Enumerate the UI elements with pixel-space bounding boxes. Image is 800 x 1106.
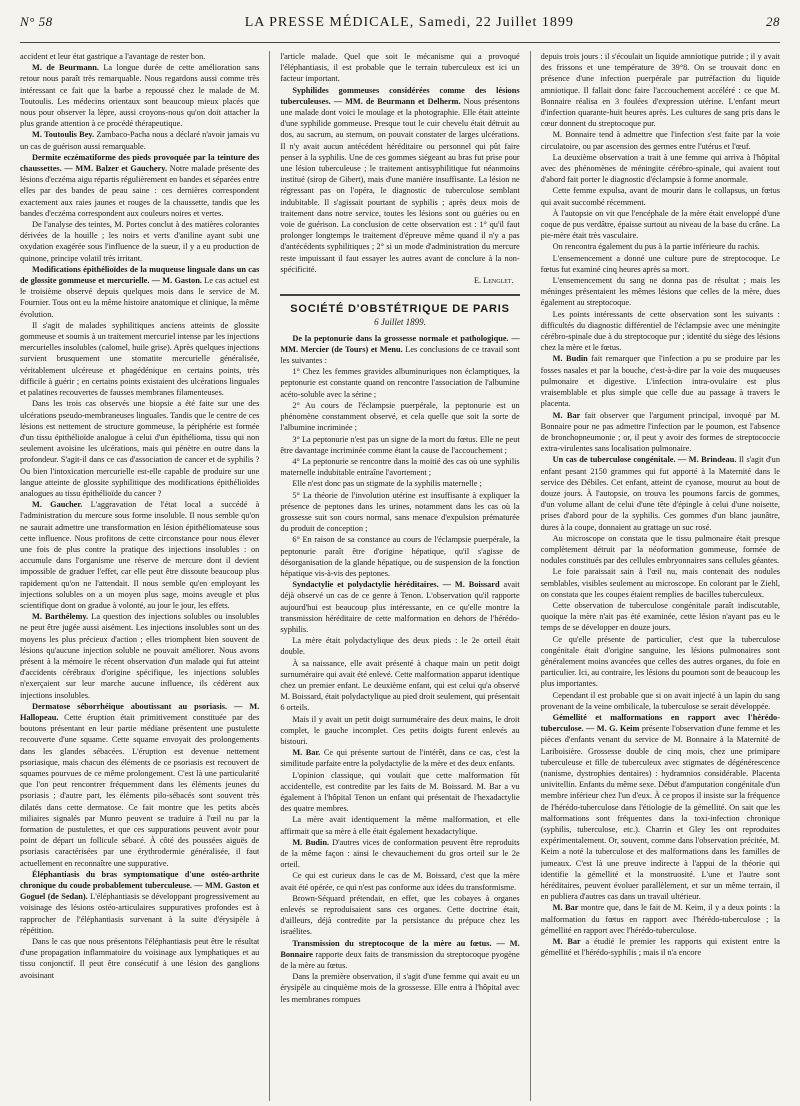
paragraph-text: 4° La peptonurie se rencontre dans la moitié des cas où une syphilis maternelle indubitable entraîne l'avortement ; [280,456,520,478]
speaker-name: — M. Boissard [438,580,500,590]
paragraph [541,454,780,532]
paragraph-text: Brown-Séquard prétendait, en effet, que les cobayes à organes enlevés se reproduisaient sans ces organes. Cette doctrine était, d'ailleurs, déjà contredite par la persistance du prépuce chez les israélites. [280,893,520,937]
paragraph-text: La question des injections solubles ou insolubles ne peut être jugée aussi aisément. Les injections insolubles sont un des moyens les plus précieux d'action ; elles triomphent bien souvent de lésions qu'aucune injection soluble ne pouvait améliorer. Nous avons présent à la mémoire le récent observation d'un malade qui fut atteint d'accidents cérébraux d'origine spécifique, les injections solubles n'exerçaient sur leur marche aucune influence, ils cédèrent aux injections insolubles. [20,612,260,700]
paragraph [280,658,519,714]
paragraph [541,634,780,690]
paragraph [20,320,259,398]
paragraph [280,579,519,635]
paragraph-text: Zambaco-Pacha nous a déclaré n'avoir jamais vu un cas de guérison aussi remarquable. [20,130,260,151]
paragraph-text: rapporte deux faits de transmission du streptocoque pyogène de la mère au fœtus. [280,949,520,971]
speaker-name: — M. Gaston. [149,276,202,286]
paragraph-text: montre que, dans le fait de M. Keim, il y a deux points : la malformation du fœtus en rapport avec l'hérédo-tuberculose ; la gémellité en rapport avec l'hérédo-tuberculose. [540,903,780,935]
issue-number: N° 58 [20,14,53,29]
paragraph-text: La deuxième observation a trait à une femme qui arriva à l'hôpital avec des phénomènes de méningite cérébro-spinale, qui avaient tout d'abord fait porter le diagnostic d'éclampsie à forme anormale. [540,152,780,185]
page-header [20,0,780,43]
paragraph [280,814,519,836]
masthead-title: LA PRESSE MÉDICALE, Samedi, 22 Juillet 1899 [244,15,574,30]
paragraph-text: L'opinion classique, qui voulait que cette malformation fût accidentelle, est contredite par les faits de M. Boissard. M. Bar a vu également à l'hôpital Tenon un enfant qui présentait de l'hexadactylie des quatre membres. [280,770,520,814]
speaker-name: — MM. Gaston et Goguel (de Sedan). [20,881,260,902]
paragraph [20,701,259,869]
paragraph-text: présente l'observation d'une femme et les pièces d'enfants venant du service de M. Bonnaire à la Maternité de Lariboisière. Grossesse double de cinq mois, chez une primipare tuberculeuse et fille de tuberculeux avec stigmates de dégénérescence (nanisme, dystrophies dentaires) : hydramnios considérable. Placenta univitellin. Enfants du même sexe. Début d'amputation congénitale d'un membre inférieur chez l'un d'eux. À ce propos il insiste sur la fréquence de l'hérédo-tuberculose dans l'étiologie de la gémellité. On sait que les malformations sont fréquentes dans la toxi-infection chronique (syphilis, tuberculose, etc.). Charrin et Gley les ont reproduites expérimentalement. Or, souvent, comme dans l'observation précitée, M. Keim a noté la tuberculose et des malformations dans les familles de jumeaux. C'est là une preuve indirecte à l'appui de la théorie qui identifie la gémellité et la monstruosité. L'une et l'autre sont héréditaires, peuvent évoluer parallèlement, et sur un même terrain, il en publiera d'autres cas dans un travail ultérieur. [540,724,780,902]
paragraph-text: On rencontra également du pus à la partie inférieure du rachis. [552,242,760,252]
paragraph-text: De l'analyse des teintes, M. Portes conclut à des matières colorantes dérivées de la houille ; les noirs et verts d'aniline ayant subi une oxydation exagérée sous l'influence de la sueur, il y a eu production de quinone, principe volatil très irritant. [20,220,260,263]
paragraph-text: À sa naissance, elle avait présenté à chaque main un petit doigt surnuméraire qui avait été enlevé. Cette malformation apparut identique chez un premier enfant. Le deuxième enfant, qui est celui qu'a observé M. Boissard, était polydactylique au pied droit seulement, qui présentait 6 orteils. [280,658,520,713]
paragraph-text: M. Bonnaire tend à admettre que l'infection s'est faite par la voie circulatoire, ou par ascension des germes entre l'utérus et l'œuf. [540,130,780,151]
speaker-name: M. Bar [552,937,581,947]
paragraph [280,51,519,85]
paragraph-text: a étudié le premier les rapports qui existent entre la gémellité et l'hérédo-syphilis ; mais il n'a encore [540,937,780,958]
paragraph [280,870,519,892]
paragraph [20,129,259,151]
section-heading: Éléphantiasis du bras symptomatique d'une ostéo-arthrite chronique du coude probablement tuberculeuse. [20,869,260,891]
paragraph-text: depuis trois jours : il s'écoulait un liquide amniotique putride ; il y avait des frissons et une température de 39°8. On se trouvait donc en présence d'une infection puerpérale par putréfaction du liquide amniotique. Il fallait donc faire l'accouchement accéléré : ce que M. Bonnaire réalisa en 3 foulées d'expression utérine. L'enfant meurt d'infection quarante-huit heures après. Les cultures de sang pris dans le cœur donnent du streptocoque pur. [540,52,780,129]
paragraph-text: avait déjà observé un cas de ce genre à Tenon. L'observation qu'il rapporte aujourd'hui est beaucoup plus intéressante, en ce qu'elle montre la transmission héréditaire de cette malformation en dehors de l'hérédo-syphilis. [280,580,520,634]
paragraph [280,893,519,938]
paragraph [541,410,780,455]
paragraph-text: Les points intéressants de cette observation sont les suivants : difficultés du diagnostic différentiel de l'éclampsie avec une méningite cérébro-spinale due à du streptocoque pur ; identité du siège des lésions chez la mère et le fœtus. [540,309,780,353]
paragraph-text: fait observer que l'argument principal, invoqué par M. Bonnaire pour ne pas admettre l'infection par le poumon, est l'absence de bronchopneumonie ; or, il peut y avoir des formes de streptococcie extra-virulentes sans localisation pulmonaire. [540,410,780,454]
speaker-name: — MM. de Beurmann et Delherm. [330,96,461,106]
text-columns [20,43,780,1101]
paragraph [541,600,780,634]
paragraph-text: Ce qui est curieux dans le cas de M. Boissard, c'est que la mère avait été opérée, ce qui n'est pas conforme aux idées du transformisme. [280,871,520,892]
author-signature: E. Lenglet. [473,276,514,286]
paragraph [20,611,259,701]
paragraph [280,366,519,400]
paragraph-text: fait remarquer que l'infection a pu se produire par les fosses nasales et par la bouche, c'est-à-dire par la voie des muqueuses pulmonaire et digestive. L'infection intra-ovulaire est plus vraisemblable et plus simple que celle due au passage à travers le placenta. [540,354,780,409]
paragraph [280,85,519,275]
paragraph-text: 6° En raison de sa constance au cours de l'éclampsie puerpérale, la peptonurie paraît être d'origine hépatique, qu'il s'agisse de désorganisation de la glande hépatique, ou de suspension de la fonction hépatique vis-à-vis des peptones. [280,535,520,578]
paragraph [541,129,780,151]
paragraph-text: Mais il y avait un petit doigt surnuméraire des deux mains, le droit complet, le gauche incomplet. Ces petits doigts furent enlevés au bistouri. [280,714,520,746]
paragraph-text: La longue durée de cette amélioration sans retour nous paraît très remarquable. Nous regardons aussi comme très intéressant ce fait que la barbe a repoussé chez le malade de M. Toutoulis. Les médecins orientaux sont beaucoup mieux placés que nous pour observer la lèpre, aussi croyons-nous qu'on doit attacher la plus grande attention à ce procédé thérapeutique. [20,63,260,129]
paragraph-text: Cette femme expulsa, avant de mourir dans le collapsus, un fœtus qui avait succombé récemment. [540,186,780,207]
speaker-name: M. Barthélemy. [32,612,89,622]
paragraph [20,936,259,981]
page-number: 28 [765,14,780,29]
paragraph-text: Elle n'est donc pas un stigmate de la syphilis maternelle ; [292,479,482,489]
paragraph [541,309,780,354]
paragraph [20,499,259,611]
speaker-name: — M. G. Keim [583,724,640,734]
paragraph [20,398,259,499]
paragraph-text: 1° Chez les femmes gravides albuminuriques non éclamptiques, la peptonurie est constante quand on rencontre l'association de l'albumine acéto-soluble avec la sérine ; [280,367,520,399]
section-heading: De la peptonurie dans la grossesse normale et pathologique. [292,333,509,343]
paragraph [541,241,780,252]
paragraph [20,62,259,129]
speaker-name: — M. Brindeau. [675,455,737,465]
speaker-name: M. Budin. [292,837,330,847]
paragraph-text: L'ensemencement a donné une culture pure de streptocoque. Le fœtus fut examiné cinq heures après sa mort. [540,253,780,274]
column-rule [269,51,270,1101]
paragraph-text: Le cas actuel est le troisième observé depuis quelques mois dans le service de M. Fournier. Tous ont eu la même histoire anatomique et clinique, la même évolution. [20,276,260,319]
speaker-name: M. Bar [552,410,581,420]
section-heading: Gémellité et malformations en rapport avec l'hérédo-tuberculose. [540,712,780,734]
paragraph-text: accident et leur état gastrique a l'avantage de rester bon. [20,52,206,61]
paragraph-text: l'article malade. Quel que soit le mécanisme qui a provoqué l'éléphantiasis, il est probable que le terrain tuberculeux est ici un facteur important. [280,52,520,84]
paragraph [280,770,519,815]
paragraph [20,264,259,320]
paragraph [541,185,780,207]
paragraph-text: Cette observation de tuberculose congénitale paraît indiscutable, quoique la mère n'ait pas été examinée, cette lésion n'ayant pas eu le temps de se développer en douze jours. [540,600,780,633]
paragraph-text: 3° La peptonurie n'est pas un signe de la mort du fœtus. Elle ne peut être davantage incriminée comme étant la cause de l'accouchement ; [280,434,520,455]
session-date: 6 Juillet 1899. [374,317,426,328]
section-heading: Un cas de tuberculose congénitale. [552,455,676,465]
section-heading: Syndactylie et polydactylie héréditaires. [292,580,439,590]
paragraph [280,635,519,657]
paragraph [280,837,519,871]
paragraph [20,51,259,62]
paragraph-text: Dans la première observation, il s'agit d'une femme qui avait eu un érysipèle au cinquième mois de la grossesse. Elle entra à l'hôpital avec les membranes rompues [280,972,520,1004]
paragraph-text: Il s'agit d'un enfant pesant 2150 grammes qui fut apporté à la Maternité dans le service des Débiles. Cet enfant, atteint de cyanose, mourut au bout de douze jours. À l'autopsie, on trouva les poumons farcis de gommes, d'un volume allant de celui d'une tête d'épingle à celui d'une noisette, prises d'abord pour de la syphilis. Ces gommes d'un blanc jaunâtre, dures à la coupe, donnaient au grattage un suc rosé. [540,455,780,532]
paragraph-text: La mère était polydactylique des deux pieds : le 2e orteil était double. [280,636,520,657]
paragraph [280,478,519,489]
paragraph [20,219,259,264]
paragraph [280,434,519,456]
paragraph-text: Ce qu'elle présente de particulier, c'est que la tuberculose congénitale était d'origine sanguine, les lésions pulmonaires sont généralement moins avancées que celles des autres organes, du foie en particulier. Ici, au contraire, les lésions du poumon sont de beaucoup les plus importantes. [540,634,780,689]
paragraph-text: 5° La théorie de l'involution utérine est insuffisante à expliquer la présence de peptones dans les urines, notamment dans les cas où la grossesse suit son cours normal, sans menace d'expulsion prématurée du produit de conception ; [280,490,520,534]
column-1 [20,51,259,1101]
speaker-name: — M. Bonnaire [280,938,520,959]
paragraph-text: Nous présentons une malade dont voici le moulage et la photographie. Elle était atteinte d'une syphilide gommeuse. Presque tout le cuir chevelu était détruit au dos, au sacrum, au sternum, on pouvait constater de larges ulcérations. Il n'y avait aucun antécédent héréditaire ou personnel qui pût faire penser à la syphilis. Une de ces gommes siégeant au bras fut prise pour une lésion tuberculeuse ; le traitement antisyphilitique fut néanmoins institué (sirop de Gibert), mais d'une manière insuffisante. La lésion ne régressant pas on l'opéra, le diagnostic de tuberculose semblant indubitable. Il s'agissait pourtant de syphilis ; après deux mois de traitement dans notre service, toutes les lésions sont ou guéries ou en voie de guérison. La conclusion de cette observation est : 1° qu'il faut prolonger longtemps le traitement d'épreuve même quand il n'y a pas d'antécédents syphilitiques ; 2° si un mode d'administration du mercure reste impuissant il faut essayer les autres avant de conclure à la non-spécificité. [280,96,520,274]
paragraph-text: Dans le cas que nous présentons l'éléphantiasis peut être le résultat d'une propagation inflammatoire du voisinage aux lymphatiques et au tissu conjonctif. Il peut être consécutif à une lésion des ganglions avoisinant [20,937,260,980]
speaker-name: — M. Hallopeau. [20,701,260,722]
paragraph-text: Cependant il est probable que si on avait injecté à un lapin du sang provenant de la veine ombilicale, la tuberculose se serait développée. [540,690,780,711]
section-heading: Transmission du streptocoque de la mère au fœtus. [292,938,492,948]
paragraph-text: Ce qui présente surtout de l'intérêt, dans ce cas, c'est la similitude parfaite entre la polydactylie de la mère et des deux enfants. [280,748,520,769]
speaker-name: M. de Beurmann. [32,63,99,73]
speaker-name: — MM. Balzer et Gauchery. [61,164,168,174]
paragraph [20,869,259,936]
paragraph [280,490,519,535]
paragraph [541,690,780,712]
paragraph-text: D'autres vices de conformation peuvent être reproduits de la même façon : ainsi le chevauchement du gros orteil sur le 2e orteil. [280,837,520,870]
paragraph [541,208,780,242]
column-3 [541,51,780,1101]
column-2 [280,51,519,1101]
section-heading: Dermatose séborrhéique aboutissant au psoriasis. [32,701,228,711]
paragraph-text: Notre malade présente des lésions d'eczéma aigu répartis régulièrement en bandes et séparées entre elles par des bandes de peau saine : ces dernières correspondent exactement aux raies jaunes et rouges de la chaussette, tandis que les bandes d'eczéma correspondent aux couleurs noires et vertes. [20,164,260,218]
paragraph-text: Il s'agit de malades syphilitiques anciens atteints de glossite gommeuse et soumis à un traitement mercuriel intense par les injections mercurielles insolubles (calomel, huile grise). Après quelques injections survient brusquement une stomatite mercurielle généralisée, véritablement ulcéreuse et phagédénique en certains points, très difficile à guérir ; en certains points existaient des ulcérations linguales et palatines recouvertes de fausses membranes filamenteuses. [20,320,260,398]
paragraph [541,533,780,567]
paragraph [280,333,519,367]
column-rule [530,51,531,1101]
paragraph-text: 2° Au cours de l'éclampsie puerpérale, la peptonurie est un phénomène constamment observé, et cela quelle que soit la sorte de l'albumine incriminée ; [280,400,520,433]
paragraph-text: Cette éruption était primitivement constituée par des boutons présentant en leur partie médiane présentent une pustulette recouverte d'une squame. Cette squame envoyait des prolongements dans les glandes sébacées. L'éruption est devenue nettement psoriasique, mais chacun des éléments de ce psoriasis est recouvert de squames pourvues de ce même prolongement. C'est là une particularité que l'on peut rencontrer fréquemment dans les éléments jeunes du psoriasis ; d'autre part, les éléments pilo-sébacés sont souvent très dilatés dans cette dermatose. Ce fait montre que les petits abcès miliaires signalés par Munro peuvent se traduire à l'œil nu par la formation de pustulettes, et que ces suppurations peuvent avoir pour point de départ un follicule sébacé. À côté des poussées aiguës de psoriasis caractérisées par une érythrodermie généralisée, il faut actuellement en reconnaître une suppurative. [20,712,260,868]
paragraph-text: L'aggravation de l'état local a succédé à l'administration du mercure sous forme insoluble. Il nous semble qu'on ne saurait admettre une transformation en lésion épithéliomateuse sous cette influence. Nous profitons de cette circonstance pour nous élever une fois de plus contre la pratique des injections insolubles : on accumule dans l'organisme une réserve de mercure dont il devient impossible de graduer l'effet, car elle peut être dissoute beaucoup plus rapidement qu'on ne l'attendait. Il nous semble qu'en employant les injections solubles on a un moyen plus sage, moins aveugle et plus scientifique dont on gradue à volonté, au jour le jour, les effets. [20,500,260,610]
society-heading: SOCIÉTÉ D'OBSTÉTRIQUE DE PARIS [280,294,519,315]
paragraph-text: La mère avait identiquement la même malformation, et elle affirmait que sa mère à elle était également hexadactylique. [280,815,520,836]
section-heading: Dermite eczématiforme des pieds provoquée par la teinture des chaussettes. [20,152,260,174]
paragraph [541,275,780,309]
section-heading: Modifications épithélioïdes de la muqueuse linguale dans un cas de glossite gommeuse et mercurielle. [20,264,260,286]
paragraph [541,566,780,600]
paragraph-text: Le foie paraissait sain à l'œil nu, mais contenait des nodules semblables, visibles seulement au microscope. En colorant par le Ziehl, on constata que les coupes étaient remplies de bacilles tuberculeux. [540,567,780,599]
paragraph-text: À l'autopsie on vit que l'encéphale de la mère était enveloppé d'une coque de pus verdâtre, épaisse surtout au niveau de la base du crâne. La pie-mère était très vasculaire. [540,208,780,241]
paragraph [280,400,519,434]
paragraph [280,714,519,748]
paragraph-text: Au microscope on constata que le tissu pulmonaire était presque complètement détruit par la néoformation gommeuse, formée de nodules constitués par des cellules embryonnaires sans cellules géantes. [540,533,780,566]
paragraph [541,253,780,275]
paragraph [280,971,519,1005]
speaker-name: — MM. Mercier (de Tours) et Menu. [280,333,520,354]
speaker-name: M. Bar. [292,748,321,758]
paragraph [541,152,780,186]
paragraph [20,152,259,219]
paragraph [280,938,519,972]
speaker-name: M. Toutoulis Bey. [32,130,95,140]
paragraph-text: Les conclusions de ce travail sont les suivantes : [280,344,520,366]
paragraph [541,353,780,409]
paragraph [541,51,780,129]
paragraph [280,534,519,579]
speaker-name: M. Gaucher. [32,500,83,510]
paragraph [541,712,780,902]
paragraph [280,456,519,478]
paragraph-text: Dans les trois cas observés une biopsie a été faite sur une des ulcérations pseudo-membraneuses linguales. Tandis que le centre de ces lésions est nettement de structure gommeuse, la périphérie est formée d'un tissu épithélioïde analogue à celui d'un épithélioma, tissu qui non seulement avoisine les ulcérations, mais qui pénètre en outre dans la profondeur. S'agit-il dans ce cas d'association de cancer et de syphilis ? Ou bien l'intoxication mercurielle est-elle capable de produire sur une langue atteinte de glossite syphilitique des modifications épithélioïdes analogues au tissu épithélioïde du cancer ? [20,399,260,498]
section-heading: Syphilides gommeuses considérées comme des lésions tuberculeuses. [280,85,520,106]
paragraph-text: L'ensemencement du sang ne donna pas de résultat ; mais les méninges présentaient les mêmes lésions que celles de la mère, dues également au streptocoque. [540,276,780,308]
paragraph [541,902,780,936]
speaker-name: M. Budin [552,354,588,364]
speaker-name: M. Bar [552,903,579,913]
paragraph [280,747,519,769]
paragraph-text: L'éléphantiasis se développant progressivement au voisinage des lésions ostéo-articulaires suppuratives profondes est à rapprocher de l'éléphantiasis survenant à la suite d'érysipèle à répétition. [20,892,260,935]
paragraph [541,936,780,958]
